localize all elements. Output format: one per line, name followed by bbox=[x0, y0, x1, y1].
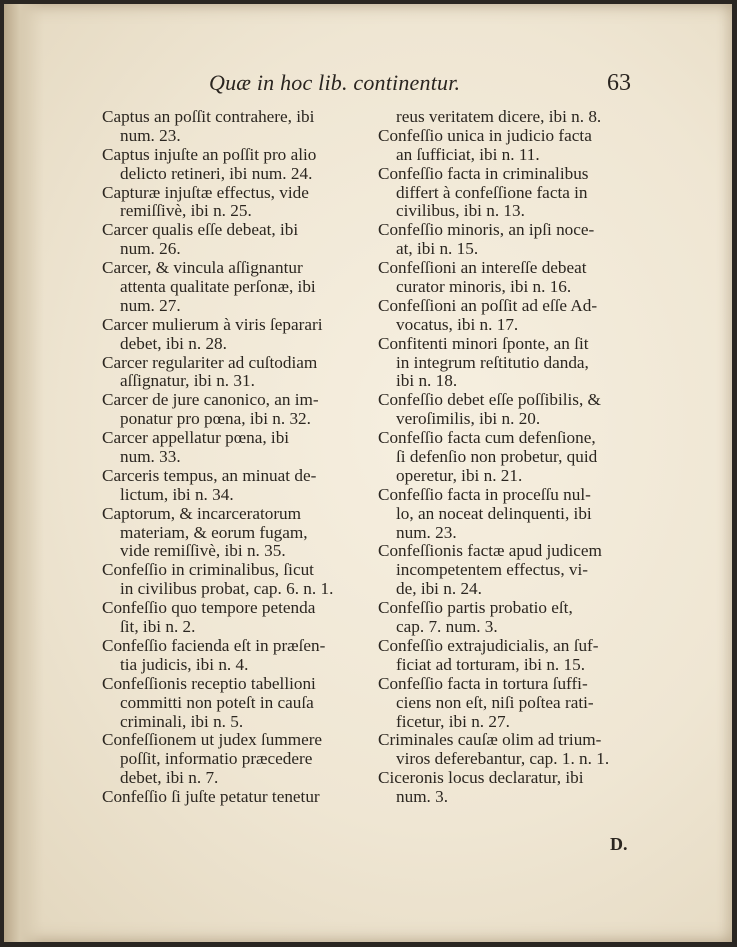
index-entry: Carcer de jure canonico, an im- bbox=[102, 390, 319, 410]
page-number: 63 bbox=[607, 70, 631, 96]
index-entry-continuation: aſſignatur, ibi n. 31. bbox=[120, 371, 255, 391]
book-page bbox=[4, 4, 732, 942]
index-entry: Carceris tempus, an minuat de- bbox=[102, 465, 317, 485]
index-entry-continuation: ciens non eſt, niſi poſtea rati- bbox=[396, 692, 594, 712]
index-entry-continuation: debet, ibi n. 28. bbox=[120, 333, 227, 353]
index-entry-continuation: an ſufficiat, ibi n. 11. bbox=[396, 144, 540, 164]
index-entry-continuation: cap. 7. num. 3. bbox=[396, 617, 498, 637]
index-entry: Confeſſio unica in judicio facta bbox=[378, 125, 592, 145]
index-entry: Ciceronis locus declaratur, ibi bbox=[378, 768, 584, 788]
index-entry-continuation: de, ibi n. 24. bbox=[396, 579, 482, 599]
index-entry-continuation: differt à confeſſione facta in bbox=[396, 182, 588, 202]
index-entry: Confeſſio quo tempore petenda bbox=[102, 598, 316, 618]
index-entry-continuation: ſit, ibi n. 2. bbox=[120, 617, 196, 637]
index-entry-continuation: curator minoris, ibi n. 16. bbox=[396, 277, 572, 297]
index-entry: Carcer appellatur pœna, ibi bbox=[102, 428, 290, 448]
index-entry-continuation: incompetentem effectus, vi- bbox=[396, 560, 589, 580]
index-entry: Confeſſio facta in criminalibus bbox=[378, 163, 589, 183]
index-entry-continuation: veroſimilis, ibi n. 20. bbox=[396, 409, 541, 429]
index-column-right bbox=[378, 108, 648, 807]
index-entry-continuation: viros deferebantur, cap. 1. n. 1. bbox=[396, 749, 610, 769]
index-entry: Confeſſio minoris, an ipſi noce- bbox=[378, 220, 595, 240]
index-entry: Carcer regulariter ad cuſtodiam bbox=[102, 352, 318, 372]
index-entry: Confeſſioni an poſſit ad eſſe Ad- bbox=[378, 295, 598, 315]
index-entry-continuation: num. 23. bbox=[396, 522, 457, 542]
index-entry-continuation: vocatus, ibi n. 17. bbox=[396, 314, 519, 334]
index-entry: Carcer, & vincula aſſignantur bbox=[102, 258, 303, 278]
index-entry-continuation: ficetur, ibi n. 27. bbox=[396, 711, 510, 731]
catchword: D. bbox=[610, 834, 628, 854]
index-entry-continuation: num. 33. bbox=[120, 447, 181, 467]
index-entry: Captus an poſſit contrahere, ibi bbox=[102, 107, 315, 126]
index-entry-continuation: num. 26. bbox=[120, 239, 181, 259]
index-entry-continuation: vide remiſſivè, ibi n. 35. bbox=[120, 541, 286, 561]
index-entry: Confeſſio partis probatio eſt, bbox=[378, 598, 573, 618]
index-entry-continuation: debet, ibi n. 7. bbox=[120, 768, 219, 788]
index-entry-continuation: num. 27. bbox=[120, 295, 181, 315]
index-entry-continuation: num. 3. bbox=[396, 787, 449, 807]
index-entry-continuation: civilibus, ibi n. 13. bbox=[396, 201, 525, 221]
running-header bbox=[209, 70, 639, 104]
index-entry-continuation: in civilibus probat, cap. 6. n. 1. bbox=[120, 579, 334, 599]
index-entry-continuation: delicto retineri, ibi num. 24. bbox=[120, 163, 313, 183]
index-entry-continuation: criminali, ibi n. 5. bbox=[120, 711, 244, 731]
index-entry: Confeſſionis receptio tabellioni bbox=[102, 673, 316, 693]
index-entry-continuation: in integrum reſtitutio danda, bbox=[396, 352, 589, 372]
index-entry-continuation: attenta qualitate perſonæ, ibi bbox=[120, 277, 316, 297]
index-entry: Carcer mulierum à viris ſeparari bbox=[102, 314, 323, 334]
index-entry: Captus injuſte an poſſit pro alio bbox=[102, 144, 317, 164]
index-entry: Confeſſio extrajudicialis, an ſuf- bbox=[378, 635, 599, 655]
index-entry-continuation: at, ibi n. 15. bbox=[396, 239, 479, 259]
index-entry-continuation: tia judicis, ibi n. 4. bbox=[120, 654, 249, 674]
index-entry-continuation: reus veritatem dicere, ibi n. 8. bbox=[396, 107, 602, 126]
running-title: Quæ in hoc lib. continentur. bbox=[209, 70, 461, 95]
index-entry: Confeſſio facta cum defenſione, bbox=[378, 428, 596, 448]
index-entry-continuation: poſſit, informatio præcedere bbox=[120, 749, 313, 769]
index-entry: Confeſſio facienda eſt in præſen- bbox=[102, 635, 326, 655]
index-entry: Confitenti minori ſponte, an ſit bbox=[378, 333, 589, 353]
index-entry-continuation: remiſſivè, ibi n. 25. bbox=[120, 201, 252, 221]
index-entry: Captorum, & incarceratorum bbox=[102, 503, 302, 523]
index-entry: Carcer qualis eſſe debeat, ibi bbox=[102, 220, 299, 240]
page-gutter-shadow bbox=[4, 4, 44, 942]
index-entry-continuation: ibi n. 18. bbox=[396, 371, 458, 391]
index-entry: Confeſſionis factæ apud judicem bbox=[378, 541, 602, 561]
index-entry-continuation: committi non poteſt in cauſa bbox=[120, 692, 314, 712]
index-entry-continuation: lo, an noceat delinquenti, ibi bbox=[396, 503, 592, 523]
index-entry: Confeſſionem ut judex ſummere bbox=[102, 730, 323, 750]
index-entry-continuation: materiam, & eorum fugam, bbox=[120, 522, 308, 542]
index-entry: Confeſſio facta in proceſſu nul- bbox=[378, 484, 591, 504]
index-entry-continuation: ponatur pro pœna, ibi n. 32. bbox=[120, 409, 311, 429]
index-entry-continuation: operetur, ibi n. 21. bbox=[396, 465, 523, 485]
index-entry: Criminales cauſæ olim ad trium- bbox=[378, 730, 602, 750]
index-entry-continuation: ficiat ad torturam, ibi n. 15. bbox=[396, 654, 586, 674]
index-entry-continuation: ſi defenſio non probetur, quid bbox=[396, 447, 598, 467]
index-entry: Confeſſio ſi juſte petatur tenetur bbox=[102, 787, 320, 807]
index-entry: Confeſſio facta in tortura ſuffi- bbox=[378, 673, 588, 693]
index-entry: Capturæ injuſtæ effectus, vide bbox=[102, 182, 309, 202]
index-entry-continuation: num. 23. bbox=[120, 125, 181, 145]
index-entry: Confeſſioni an intereſſe debeat bbox=[378, 258, 587, 278]
index-column-left bbox=[102, 108, 370, 807]
index-entry: Confeſſio in criminalibus, ſicut bbox=[102, 560, 314, 580]
index-entry-continuation: lictum, ibi n. 34. bbox=[120, 484, 234, 504]
index-entry: Confeſſio debet eſſe poſſibilis, & bbox=[378, 390, 601, 410]
